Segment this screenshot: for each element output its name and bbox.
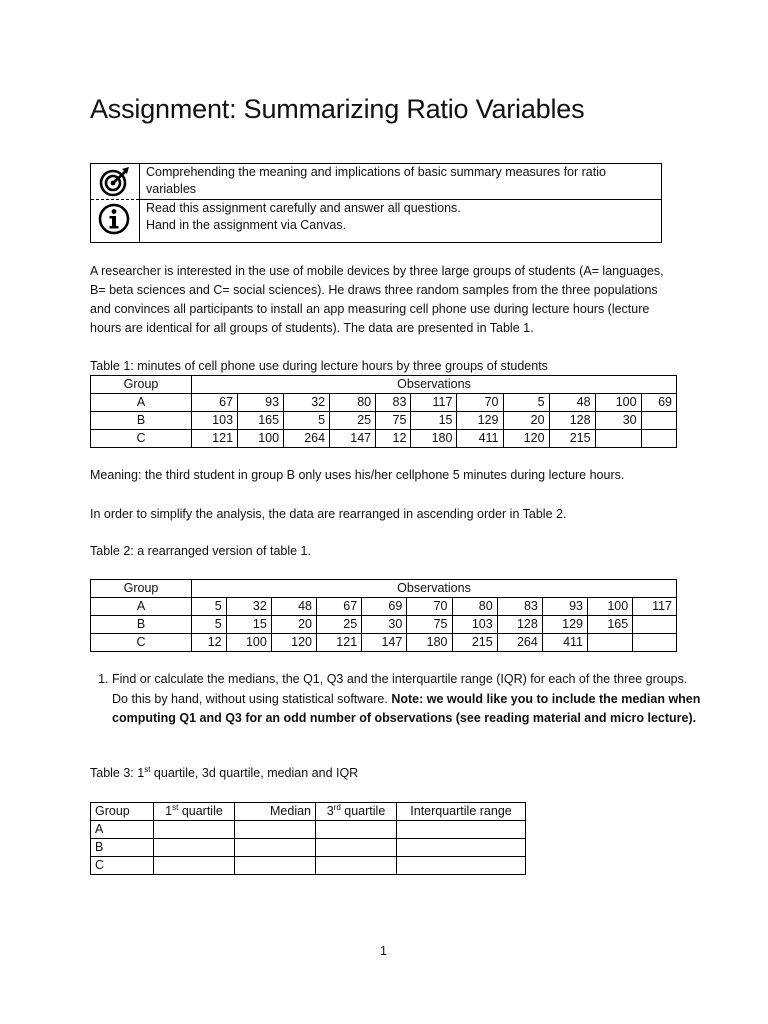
observation-cell: 128 — [497, 616, 542, 634]
observation-cell: 12 — [376, 430, 411, 448]
answer-cell[interactable] — [235, 839, 316, 857]
observation-cell: 69 — [362, 598, 407, 616]
observation-cell: 180 — [411, 430, 457, 448]
observation-cell: 5 — [503, 394, 549, 412]
observation-cell: 12 — [192, 634, 227, 652]
observation-cell: 100 — [238, 430, 284, 448]
observation-cell: 25 — [330, 412, 376, 430]
observation-cell: 147 — [330, 430, 376, 448]
group-cell: A — [91, 598, 192, 616]
table-row — [91, 634, 677, 652]
table3-header-median: Median — [235, 803, 316, 821]
info-icon — [98, 201, 132, 242]
observation-cell: 129 — [457, 412, 503, 430]
observation-cell: 121 — [316, 634, 361, 652]
observation-cell: 121 — [192, 430, 238, 448]
observation-cell: 83 — [376, 394, 411, 412]
observation-cell: 5 — [192, 598, 227, 616]
observation-cell — [588, 634, 633, 652]
table-row — [91, 394, 677, 412]
answer-cell[interactable] — [397, 839, 526, 857]
observation-cell: 165 — [238, 412, 284, 430]
page-title: Assignment: Summarizing Ratio Variables — [90, 94, 585, 124]
answer-cell[interactable] — [397, 857, 526, 875]
observation-cell: 32 — [284, 394, 330, 412]
observation-cell: 25 — [316, 616, 361, 634]
instruction-line-2: Hand in the assignment via Canvas. — [146, 218, 347, 232]
table3-header-group: Group — [91, 803, 154, 821]
goal-box — [90, 163, 662, 243]
table3-header-iqr: Interquartile range — [397, 803, 526, 821]
observation-cell: 93 — [238, 394, 284, 412]
observation-cell: 117 — [411, 394, 457, 412]
group-cell: B — [91, 616, 192, 634]
table-row — [91, 821, 526, 839]
table2-caption: Table 2: a rearranged version of table 1. — [90, 544, 311, 558]
table2-header-observations: Observations — [192, 580, 677, 598]
objective-text: Comprehending the meaning and implications of basic summary measures for ratio variables — [146, 165, 606, 196]
observation-cell: 120 — [271, 634, 316, 652]
table1-header-group: Group — [91, 376, 192, 394]
observation-cell: 69 — [641, 394, 676, 412]
observation-cell — [633, 634, 677, 652]
table2-header-group: Group — [91, 580, 192, 598]
table3 — [90, 802, 526, 875]
answer-cell[interactable] — [316, 821, 397, 839]
observation-cell — [641, 412, 676, 430]
observation-cell: 48 — [271, 598, 316, 616]
observation-cell: 100 — [588, 598, 633, 616]
observation-cell: 75 — [407, 616, 452, 634]
table3-caption: Table 3: 1st quartile, 3d quartile, median and IQR — [90, 764, 359, 780]
group-cell: C — [91, 430, 192, 448]
observation-cell: 129 — [542, 616, 587, 634]
observation-cell: 215 — [549, 430, 595, 448]
observation-cell: 83 — [497, 598, 542, 616]
answer-cell[interactable] — [154, 821, 235, 839]
observation-cell: 75 — [376, 412, 411, 430]
table-row — [91, 839, 526, 857]
table-row — [91, 412, 677, 430]
table2 — [90, 579, 677, 652]
table3-header-q3: 3rd quartile — [316, 803, 397, 821]
observation-cell: 30 — [595, 412, 641, 430]
group-cell: C — [91, 634, 192, 652]
table-row — [91, 598, 677, 616]
observation-cell: 103 — [452, 616, 497, 634]
table1-header-row — [91, 376, 677, 394]
table-row — [91, 616, 677, 634]
intro-paragraph: A researcher is interested in the use of mobile devices by three large groups of students (A= languages, B= beta sciences and C= social sciences). He draws three random samples from the three populations and convinces all participants to install an app measuring cell phone use during lecture hours (lecture hours are identical for all groups of students). The data are presented in Table 1. — [90, 264, 664, 335]
table2-header-row — [91, 580, 677, 598]
observation-cell: 48 — [549, 394, 595, 412]
observation-cell: 20 — [503, 412, 549, 430]
observation-cell: 67 — [316, 598, 361, 616]
observation-cell: 20 — [271, 616, 316, 634]
observation-cell: 93 — [542, 598, 587, 616]
observation-cell: 67 — [192, 394, 238, 412]
answer-cell[interactable] — [154, 857, 235, 875]
observation-cell: 100 — [226, 634, 271, 652]
observation-cell: 165 — [588, 616, 633, 634]
target-icon — [98, 166, 132, 203]
question-1 — [112, 670, 702, 729]
observation-cell — [633, 616, 677, 634]
answer-cell[interactable] — [154, 839, 235, 857]
table1-caption: Table 1: minutes of cell phone use during lecture hours by three groups of students — [90, 359, 548, 373]
observation-cell: 70 — [407, 598, 452, 616]
observation-cell: 30 — [362, 616, 407, 634]
observation-cell — [595, 430, 641, 448]
observation-cell: 5 — [192, 616, 227, 634]
observation-cell: 264 — [497, 634, 542, 652]
observation-cell: 117 — [633, 598, 677, 616]
group-cell: A — [91, 394, 192, 412]
rearranged-note: In order to simplify the analysis, the data are rearranged in ascending order in Table 2. — [90, 507, 567, 521]
observation-cell: 100 — [595, 394, 641, 412]
observation-cell: 5 — [284, 412, 330, 430]
table3-header-row — [91, 803, 526, 821]
observation-cell: 103 — [192, 412, 238, 430]
answer-cell[interactable] — [235, 821, 316, 839]
observation-cell: 264 — [284, 430, 330, 448]
observation-cell: 15 — [226, 616, 271, 634]
observation-cell: 411 — [457, 430, 503, 448]
observation-cell: 80 — [452, 598, 497, 616]
question-1-text: Find or calculate the medians, the Q1, Q3 and the interquartile range (IQR) for each of the three groups. Do this by hand, without using statistical software. — [112, 672, 688, 706]
table-row — [91, 430, 677, 448]
group-cell: A — [91, 821, 154, 839]
table1 — [90, 375, 677, 448]
observation-cell: 128 — [549, 412, 595, 430]
table-row — [91, 857, 526, 875]
observation-cell — [641, 430, 676, 448]
observation-cell: 80 — [330, 394, 376, 412]
group-cell: B — [91, 839, 154, 857]
observation-cell: 120 — [503, 430, 549, 448]
observation-cell: 70 — [457, 394, 503, 412]
observation-cell: 215 — [452, 634, 497, 652]
instruction-line-1: Read this assignment carefully and answer all questions. — [146, 201, 461, 215]
answer-cell[interactable] — [316, 857, 397, 875]
observation-cell: 32 — [226, 598, 271, 616]
answer-cell[interactable] — [316, 839, 397, 857]
table1-header-observations: Observations — [192, 376, 677, 394]
table3-header-q1: 1st quartile — [154, 803, 235, 821]
observation-cell: 15 — [411, 412, 457, 430]
observation-cell: 411 — [542, 634, 587, 652]
answer-cell[interactable] — [397, 821, 526, 839]
observation-cell: 147 — [362, 634, 407, 652]
question-list — [90, 670, 702, 729]
answer-cell[interactable] — [235, 857, 316, 875]
meaning-text: Meaning: the third student in group B only uses his/her cellphone 5 minutes during lecture hours. — [90, 468, 625, 482]
group-cell: B — [91, 412, 192, 430]
question-1-note: Note: we would like you to include the median when computing Q1 and Q3 for an odd number of observations (see reading material and micro lecture). — [112, 691, 701, 725]
observation-cell: 180 — [407, 634, 452, 652]
page-number: 1 — [380, 944, 387, 958]
group-cell: C — [91, 857, 154, 875]
